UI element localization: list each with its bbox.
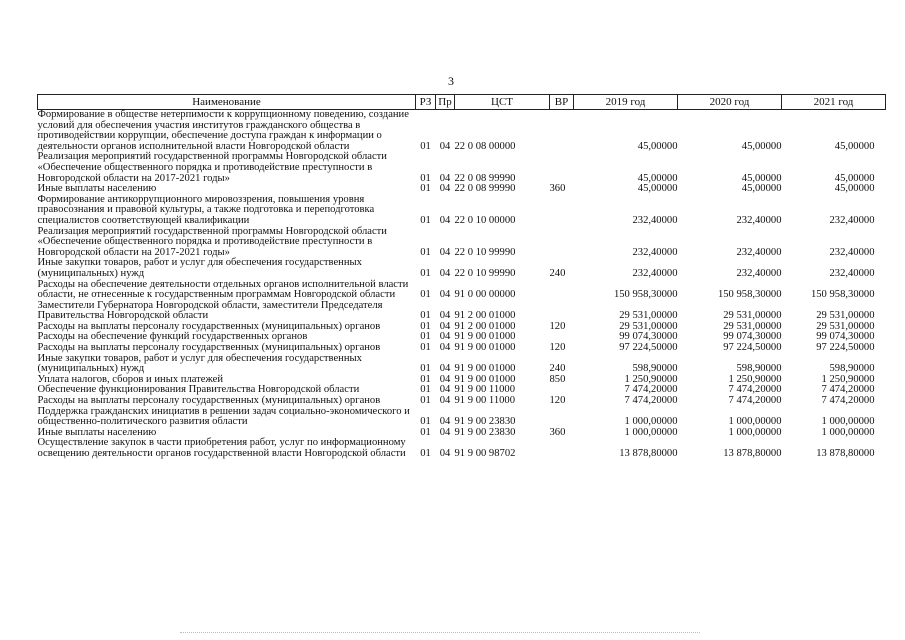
cell-rz: 01 (420, 331, 431, 343)
cell-y2019: 232,40000 (632, 267, 678, 279)
cell-y2020: 1 250,90000 (728, 373, 782, 385)
cell-vr: 120 (549, 342, 566, 354)
cell-rz: 01 (420, 448, 431, 459)
cell-rz: 01 (420, 289, 431, 301)
cell-vr (550, 152, 574, 184)
cell-vr (550, 438, 574, 459)
table-row (38, 354, 886, 375)
cell-name: Иные закупки товаров, работ и услуг для обеспечения государственных (муниципальных) нужд (37, 257, 362, 279)
cell-pr: 04 (439, 214, 451, 226)
cell-cst: 91 2 00 01000 (454, 320, 516, 332)
cell-vr: 240 (549, 267, 566, 279)
cell-cst: 22 0 10 99990 (454, 267, 516, 279)
header-vr: ВР (550, 95, 574, 110)
cell-vr (550, 195, 574, 227)
cell-y2019: 150 958,30000 (613, 289, 678, 301)
cell-name: Уплата налогов, сборов и иных платежей (37, 373, 224, 385)
cell-vr: 120 (549, 395, 566, 407)
cell-cst: 91 9 00 01000 (454, 331, 516, 343)
cell-y2021: 232,40000 (829, 246, 875, 258)
cell-y2019: 598,90000 (632, 363, 678, 375)
cell-name: Осуществление закупок в части приобретения работ, услуг по информационному освещению деятельности органов государственной власти Новгородской области (37, 437, 406, 459)
cell-y2020: 45,00000 (741, 183, 782, 195)
cell-pr: 04 (439, 373, 451, 385)
cell-pr: 04 (439, 172, 451, 184)
cell-pr: 04 (439, 310, 451, 322)
cell-y2020: 232,40000 (736, 267, 782, 279)
cell-y2019: 7 474,20000 (624, 384, 678, 396)
cell-y2020: 29 531,00000 (723, 320, 782, 332)
cell-name: Иные выплаты населению (37, 426, 157, 438)
cell-vr (550, 110, 574, 153)
cell-cst: 91 9 00 23830 (454, 416, 516, 428)
table-row (38, 301, 886, 322)
cell-y2019: 45,00000 (637, 183, 678, 195)
cell-y2019: 1 000,00000 (624, 416, 678, 428)
cell-y2021: 150 958,30000 (810, 289, 875, 301)
cell-y2019: 13 878,80000 (619, 448, 678, 459)
cell-y2021: 232,40000 (829, 267, 875, 279)
cell-y2019: 45,00000 (637, 172, 678, 184)
cell-name: Поддержка гражданских инициатив в решении задач социально-экономического и общественно-политического развития области (37, 405, 410, 428)
cell-cst: 91 9 00 01000 (454, 342, 516, 354)
cell-vr: 360 (549, 426, 566, 438)
cell-y2020: 7 474,20000 (728, 395, 782, 407)
cell-y2021: 45,00000 (834, 172, 875, 184)
cell-vr (550, 227, 574, 259)
cell-y2021: 232,40000 (829, 214, 875, 226)
table-row (38, 152, 886, 184)
cell-y2019: 45,00000 (637, 140, 678, 152)
cell-y2020: 232,40000 (736, 214, 782, 226)
cell-rz: 01 (420, 183, 431, 195)
header-pr: Пр (436, 95, 455, 110)
cell-rz: 01 (420, 172, 431, 184)
header-cst: ЦСТ (455, 95, 550, 110)
cell-rz: 01 (420, 214, 431, 226)
cell-name: Расходы на выплаты персоналу государственных (муниципальных) органов (37, 320, 381, 332)
cell-cst: 91 0 00 00000 (454, 289, 516, 301)
cell-name: Формирование антикоррупционного мировоззрения, повышения уровня правосознания и правовой культуры, а также подготовка и переподготовка специалистов соответствующей квалификации (37, 193, 375, 226)
header-2019: 2019 год (574, 95, 678, 110)
cell-y2021: 29 531,00000 (816, 320, 875, 332)
cell-rz: 01 (420, 140, 431, 152)
cell-y2020: 45,00000 (741, 172, 782, 184)
cell-cst: 22 0 10 99990 (454, 246, 516, 258)
cell-y2021: 29 531,00000 (816, 310, 875, 322)
cell-vr: 120 (549, 320, 566, 332)
cell-name: Заместители Губернатора Новгородской области, заместители Председателя Правительства Новгородской области (37, 299, 383, 322)
cell-y2021: 45,00000 (834, 183, 875, 195)
page-number: 3 (448, 74, 454, 88)
cell-cst: 22 0 10 00000 (454, 214, 516, 226)
cell-rz: 01 (420, 384, 431, 396)
cell-y2021: 13 878,80000 (816, 448, 875, 459)
cell-y2019: 97 224,50000 (619, 342, 678, 354)
table-header-row (38, 95, 886, 110)
cell-cst: 91 2 00 01000 (454, 310, 516, 322)
cell-y2021: 99 074,30000 (816, 331, 875, 343)
cell-y2020: 232,40000 (736, 246, 782, 258)
cell-pr: 04 (439, 246, 451, 258)
cell-vr: 240 (549, 363, 566, 375)
cell-rz: 01 (420, 267, 431, 279)
cell-y2020: 29 531,00000 (723, 310, 782, 322)
cell-pr: 04 (439, 289, 451, 301)
cell-vr (550, 301, 574, 322)
cell-name: Расходы на обеспечение функций государственных органов (37, 331, 308, 343)
cell-name: Иные закупки товаров, работ и услуг для обеспечения государственных (муниципальных) нужд (37, 352, 362, 375)
table-row (38, 227, 886, 259)
cell-y2020: 1 000,00000 (728, 416, 782, 428)
cell-pr: 04 (439, 416, 451, 428)
cell-cst: 91 9 00 01000 (454, 373, 516, 385)
cell-y2019: 29 531,00000 (619, 320, 678, 332)
cell-cst: 91 9 00 01000 (454, 363, 516, 375)
cell-rz: 01 (420, 416, 431, 428)
cell-rz: 01 (420, 310, 431, 322)
cell-y2021: 1 000,00000 (821, 416, 875, 428)
cell-pr: 04 (439, 448, 451, 459)
header-2020: 2020 год (678, 95, 782, 110)
cell-rz: 01 (420, 342, 431, 354)
cell-rz: 01 (420, 363, 431, 375)
table-row (38, 258, 886, 279)
cell-vr (550, 280, 574, 301)
cell-pr: 04 (439, 331, 451, 343)
cell-pr: 04 (439, 140, 451, 152)
cell-pr: 04 (439, 395, 451, 407)
cell-y2021: 7 474,20000 (821, 395, 875, 407)
cell-pr: 04 (439, 426, 451, 438)
cell-y2021: 598,90000 (829, 363, 875, 375)
budget-table (37, 94, 886, 460)
header-rz: РЗ (416, 95, 436, 110)
cell-cst: 22 0 08 99990 (454, 172, 516, 184)
cell-name: Реализация мероприятий государственной программы Новгородской области «Обеспечение общественного порядка и противодействие преступности в Новгородской области на 2017-2021 годы» (37, 151, 387, 184)
cell-y2021: 1 250,90000 (821, 373, 875, 385)
cell-cst: 91 9 00 11000 (454, 384, 516, 396)
table-row (38, 280, 886, 301)
cell-cst: 22 0 08 99990 (454, 183, 516, 195)
cell-y2021: 97 224,50000 (816, 342, 875, 354)
cell-y2019: 232,40000 (632, 246, 678, 258)
cell-y2020: 13 878,80000 (723, 448, 782, 459)
cell-name: Расходы на обеспечение деятельности отдельных органов исполнительной власти области, не отнесенные к государственным программам Новгородской области (37, 278, 409, 301)
cell-y2019: 1 000,00000 (624, 426, 678, 438)
cell-name: Расходы на выплаты персоналу государственных (муниципальных) органов (37, 342, 381, 354)
cell-y2020: 598,90000 (736, 363, 782, 375)
cell-y2020: 97 224,50000 (723, 342, 782, 354)
cell-y2019: 29 531,00000 (619, 310, 678, 322)
table-body (38, 110, 886, 460)
cell-y2019: 7 474,20000 (624, 395, 678, 407)
cell-cst: 91 9 00 23830 (454, 426, 516, 438)
cell-y2020: 45,00000 (741, 140, 782, 152)
cell-pr: 04 (439, 384, 451, 396)
cell-rz: 01 (420, 320, 431, 332)
cell-pr: 04 (439, 267, 451, 279)
cell-y2019: 99 074,30000 (619, 331, 678, 343)
table-row (38, 407, 886, 428)
cell-name: Обеспечение функционирования Правительства Новгородской области (37, 384, 360, 396)
cell-pr: 04 (439, 363, 451, 375)
cell-y2020: 7 474,20000 (728, 384, 782, 396)
cell-y2019: 232,40000 (632, 214, 678, 226)
header-2021: 2021 год (782, 95, 886, 110)
cell-y2020: 99 074,30000 (723, 331, 782, 343)
cell-vr: 360 (549, 183, 566, 195)
cell-name: Реализация мероприятий государственной программы Новгородской области «Обеспечение общественного порядка и противодействие преступности в Новгородской области на 2017-2021 годы» (37, 225, 387, 258)
cell-y2021: 1 000,00000 (821, 426, 875, 438)
cell-cst: 91 9 00 11000 (454, 395, 516, 407)
cell-y2021: 7 474,20000 (821, 384, 875, 396)
cell-rz: 01 (420, 246, 431, 258)
cell-name: Иные выплаты населению (37, 183, 157, 195)
cell-y2020: 1 000,00000 (728, 426, 782, 438)
cell-name: Формирование в обществе нетерпимости к коррупционному поведению, создание условий для обеспечения участия институтов гражданского общества в противодействии коррупции, обеспечение доступа граждан к информации о деятельности органов исполнительной власти Новгородской области (37, 109, 409, 152)
cell-vr: 850 (549, 373, 566, 385)
table-row (38, 438, 886, 459)
cell-pr: 04 (439, 342, 451, 354)
cell-cst: 22 0 08 00000 (454, 140, 516, 152)
table-row (38, 110, 886, 153)
cell-name: Расходы на выплаты персоналу государственных (муниципальных) органов (37, 395, 381, 407)
cell-pr: 04 (439, 183, 451, 195)
cell-rz: 01 (420, 426, 431, 438)
page-bottom-edge (180, 632, 700, 635)
cell-pr: 04 (439, 320, 451, 332)
table-row (38, 195, 886, 227)
cell-y2019: 1 250,90000 (624, 373, 678, 385)
cell-cst: 91 9 00 98702 (454, 448, 516, 459)
cell-rz: 01 (420, 395, 431, 407)
cell-vr (550, 407, 574, 428)
cell-y2020: 150 958,30000 (717, 289, 782, 301)
cell-y2021: 45,00000 (834, 140, 875, 152)
cell-rz: 01 (420, 373, 431, 385)
header-name: Наименование (38, 95, 416, 110)
